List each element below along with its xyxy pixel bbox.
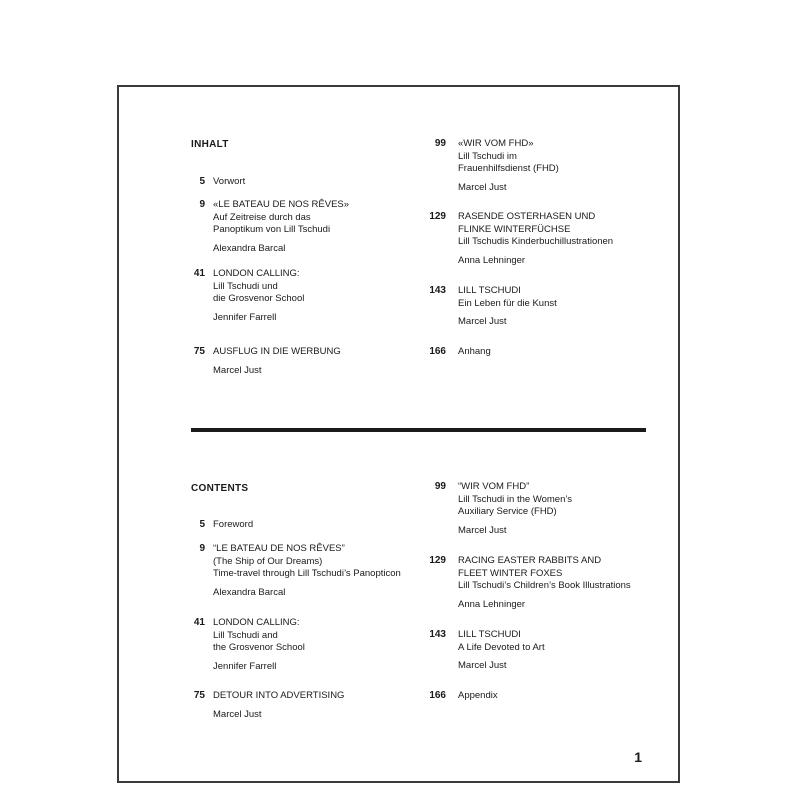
- toc-author: Marcel Just: [213, 708, 262, 720]
- toc-title-line: AUSFLUG IN DIE WERBUNG: [213, 346, 341, 357]
- toc-subtitle-line: Lill Tschudi’s Children’s Book Illustrations: [458, 580, 631, 591]
- toc-subtitle-line: Lill Tschudi and: [213, 629, 278, 641]
- toc-subtitle-line: die Grosvenor School: [213, 293, 305, 304]
- toc-page-number: 143: [429, 629, 446, 640]
- book-page: [117, 85, 680, 783]
- toc-page-number: 99: [434, 481, 446, 492]
- toc-title: [458, 138, 559, 176]
- section-divider: [191, 428, 646, 432]
- contents-heading: CONTENTS: [191, 483, 249, 494]
- toc-page-number: 129: [429, 555, 446, 566]
- toc-author: Anna Lehninger: [458, 598, 526, 610]
- toc-title: [458, 481, 572, 519]
- toc-title: [213, 176, 245, 189]
- toc-title-line: LILL TSCHUDI: [458, 629, 521, 640]
- toc-title-line: “LE BATEAU DE NOS RÊVES”: [213, 543, 345, 554]
- toc-title: [213, 346, 341, 359]
- toc-page-number: 143: [429, 285, 446, 296]
- toc-title-line: LONDON CALLING:: [213, 268, 300, 279]
- toc-title-line: RASENDE OSTERHASEN UND: [458, 211, 596, 222]
- toc-author: Jennifer Farrell: [213, 311, 277, 323]
- toc-title: [458, 555, 631, 593]
- toc-subtitle-line: Auxiliary Service (FHD): [458, 506, 557, 517]
- toc-title-line: Appendix: [458, 690, 498, 701]
- toc-title: [213, 617, 305, 655]
- toc-subtitle-line: Frauenhilfsdienst (FHD): [458, 163, 559, 174]
- toc-title-line: Anhang: [458, 346, 491, 357]
- toc-subtitle-line: Lill Tschudis Kinderbuchillustrationen: [458, 236, 614, 247]
- toc-title: [213, 199, 349, 237]
- toc-title-line: RACING EASTER RABBITS AND: [458, 555, 602, 566]
- toc-author: Alexandra Barcal: [213, 586, 286, 598]
- toc-subtitle-line: the Grosvenor School: [213, 642, 305, 653]
- toc-subtitle-line: (The Ship of Our Dreams): [213, 555, 323, 567]
- toc-author: Marcel Just: [213, 364, 262, 376]
- page-number: 1: [634, 749, 642, 765]
- toc-page-number: 75: [193, 690, 205, 701]
- toc-title: [213, 690, 344, 703]
- toc-title: [458, 211, 613, 249]
- toc-author: Marcel Just: [458, 660, 507, 671]
- inhalt-heading: INHALT: [191, 139, 229, 150]
- toc-author: Alexandra Barcal: [213, 242, 286, 254]
- toc-title-line: LILL TSCHUDI: [458, 285, 521, 296]
- toc-title: [213, 543, 401, 581]
- toc-page-number: 9: [199, 199, 205, 210]
- toc-page-number: 166: [429, 346, 446, 357]
- toc-title-line: “WIR VOM FHD”: [458, 481, 530, 492]
- toc-page-number: 129: [429, 211, 446, 222]
- toc-page-number: 5: [199, 176, 205, 187]
- toc-title: [458, 285, 557, 310]
- toc-title-line: LONDON CALLING:: [213, 617, 300, 628]
- toc-author: Anna Lehninger: [458, 254, 526, 266]
- toc-page-number: 5: [199, 519, 205, 530]
- toc-title: [458, 629, 545, 654]
- toc-subtitle-line: Lill Tschudi im: [458, 150, 517, 162]
- toc-page-number: 41: [193, 617, 205, 628]
- toc-title-line: Vorwort: [213, 176, 246, 187]
- toc-page-number: 41: [193, 268, 205, 279]
- toc-title-line: Foreword: [213, 519, 254, 530]
- toc-subtitle-line: Lill Tschudi und: [213, 280, 278, 292]
- toc-subtitle-line: FLEET WINTER FOXES: [458, 567, 563, 579]
- toc-subtitle-line: FLINKE WINTERFÜCHSE: [458, 223, 571, 235]
- toc-title: [458, 346, 491, 359]
- toc-author: Marcel Just: [458, 524, 507, 536]
- toc-page-number: 99: [434, 138, 446, 149]
- toc-title: [213, 268, 304, 306]
- toc-page-number: 75: [193, 346, 205, 357]
- toc-subtitle-line: A Life Devoted to Art: [458, 641, 545, 653]
- toc-subtitle-line: Panoptikum von Lill Tschudi: [213, 224, 331, 235]
- toc-title: [458, 690, 498, 703]
- toc-page-number: 166: [429, 690, 446, 701]
- toc-subtitle-line: Time-travel through Lill Tschudi’s Panopticon: [213, 568, 401, 579]
- toc-subtitle-line: Auf Zeitreise durch das: [213, 211, 311, 223]
- toc-author: Marcel Just: [458, 181, 507, 193]
- toc-title-line: «WIR VOM FHD»: [458, 138, 534, 149]
- toc-title: [213, 519, 253, 532]
- toc-author: Jennifer Farrell: [213, 660, 277, 672]
- toc-subtitle-line: Ein Leben für die Kunst: [458, 297, 557, 309]
- toc-author: Marcel Just: [458, 316, 507, 327]
- toc-title-line: DETOUR INTO ADVERTISING: [213, 690, 345, 701]
- toc-subtitle-line: Lill Tschudi in the Women’s: [458, 493, 573, 505]
- toc-title-line: «LE BATEAU DE NOS RÊVES»: [213, 199, 350, 210]
- toc-page-number: 9: [199, 543, 205, 554]
